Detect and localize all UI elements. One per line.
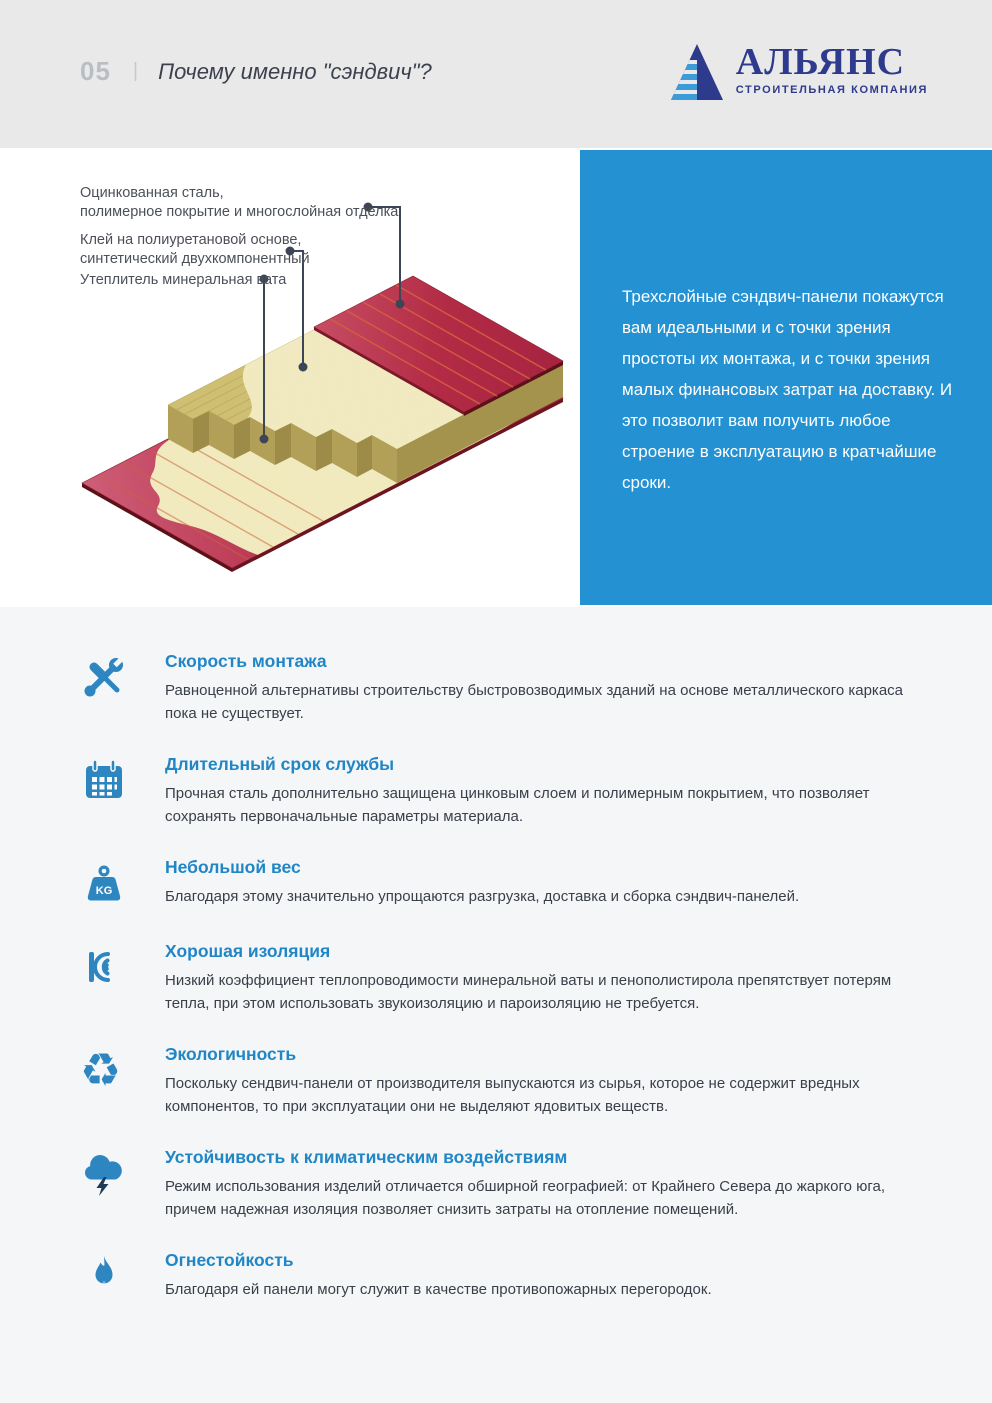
tools-icon [80,653,132,706]
feature-body: Прочная сталь дополнительно защищена цинковым слоем и полимерным покрытием, что позволяет сохранять первоначальные параметры материала. [165,785,870,825]
svg-text:KG: KG [95,885,113,897]
label-line: синтетический двухкомпонентный [80,251,310,267]
page-number: 05 [80,56,111,86]
logo-pyramid-icon [670,42,724,102]
feature-title: Устойчивость к климатическим воздействиям [165,1147,568,1167]
calendar-icon [80,756,132,809]
label-line: Оцинкованная сталь, [80,185,224,201]
feature-lifespan [80,754,912,828]
feature-title: Экологичность [165,1044,297,1064]
feature-body: Равноценной альтернативы строительству быстровозводимых зданий на основе металлического каркаса пока не существует. [165,682,904,722]
hero-section [0,148,992,607]
feature-title: Огнестойкость [165,1250,294,1270]
feature-body: Низкий коэффициент теплопроводимости минеральной ваты и пенополистирола препятствует потерям тепла, при этом использовать звукоизоляцию и пароизоляцию не требуется. [165,972,892,1012]
feature-body: Благодаря этому значительно упрощаются разгрузка, доставка и сборка сэндвич-панелей. [165,888,800,905]
feature-speed [80,651,912,725]
features-section [0,607,992,1403]
logo-tagline: СТРОИТЕЛЬНАЯ КОМПАНИЯ [735,84,928,96]
highlight-text: Трехслойные сэндвич-панели покажутся вам идеальными и с точки зрения простоты их монтажа, и с точки зрения малых финансовых затрат на доставку. И это позволит вам получить любое строение в эксплуатацию в кратчайшие сроки. [622,287,953,492]
label-line: Клей на полиуретановой основе, [80,232,302,248]
sandwich-panel-illustration [60,160,580,620]
page-header [0,0,992,148]
feature-fire [80,1250,912,1305]
logo-company-name: АЛЬЯНС [735,41,906,83]
label-line: Утеплитель минеральная вата [80,272,287,288]
feature-title: Небольшой вес [165,857,301,877]
insulation-waves-icon [80,943,132,996]
feature-insulation [80,941,912,1015]
feature-title: Хорошая изоляция [165,941,331,961]
label-mineral-wool [80,271,286,290]
header-separator: | [132,60,139,82]
feature-climate [80,1147,912,1221]
recycle-icon: ♻ [80,1043,122,1097]
feature-body: Благодаря ей панели могут служит в качестве противопожарных перегородок. [165,1281,712,1298]
page-title: Почему именно "сэндвич"? [158,58,432,84]
label-line: полимерное покрытие и многослойная отделка [80,204,399,220]
label-polyurethane-glue [80,231,310,269]
label-steel-coating [80,184,398,222]
header-title-group [80,56,432,87]
storm-cloud-icon [80,1149,132,1202]
feature-body: Поскольку сендвич-панели от производителя выпускаются из сырья, которое не содержит вредных компонентов, то при эксплуатации они не выделяют ядовитых веществ. [165,1075,860,1115]
feature-eco [80,1044,912,1118]
company-logo [670,42,928,102]
flame-icon [80,1252,132,1305]
highlight-panel [580,150,992,605]
feature-body: Режим использования изделий отличается обширной географией: от Крайнего Севера до жаркого юга, причем надежная изоляция позволяет снизить затраты на отопление помещений. [165,1178,886,1218]
weight-kg-icon [80,859,132,912]
feature-weight [80,857,912,912]
feature-title: Длительный срок службы [165,754,395,774]
feature-title: Скорость монтажа [165,651,327,671]
